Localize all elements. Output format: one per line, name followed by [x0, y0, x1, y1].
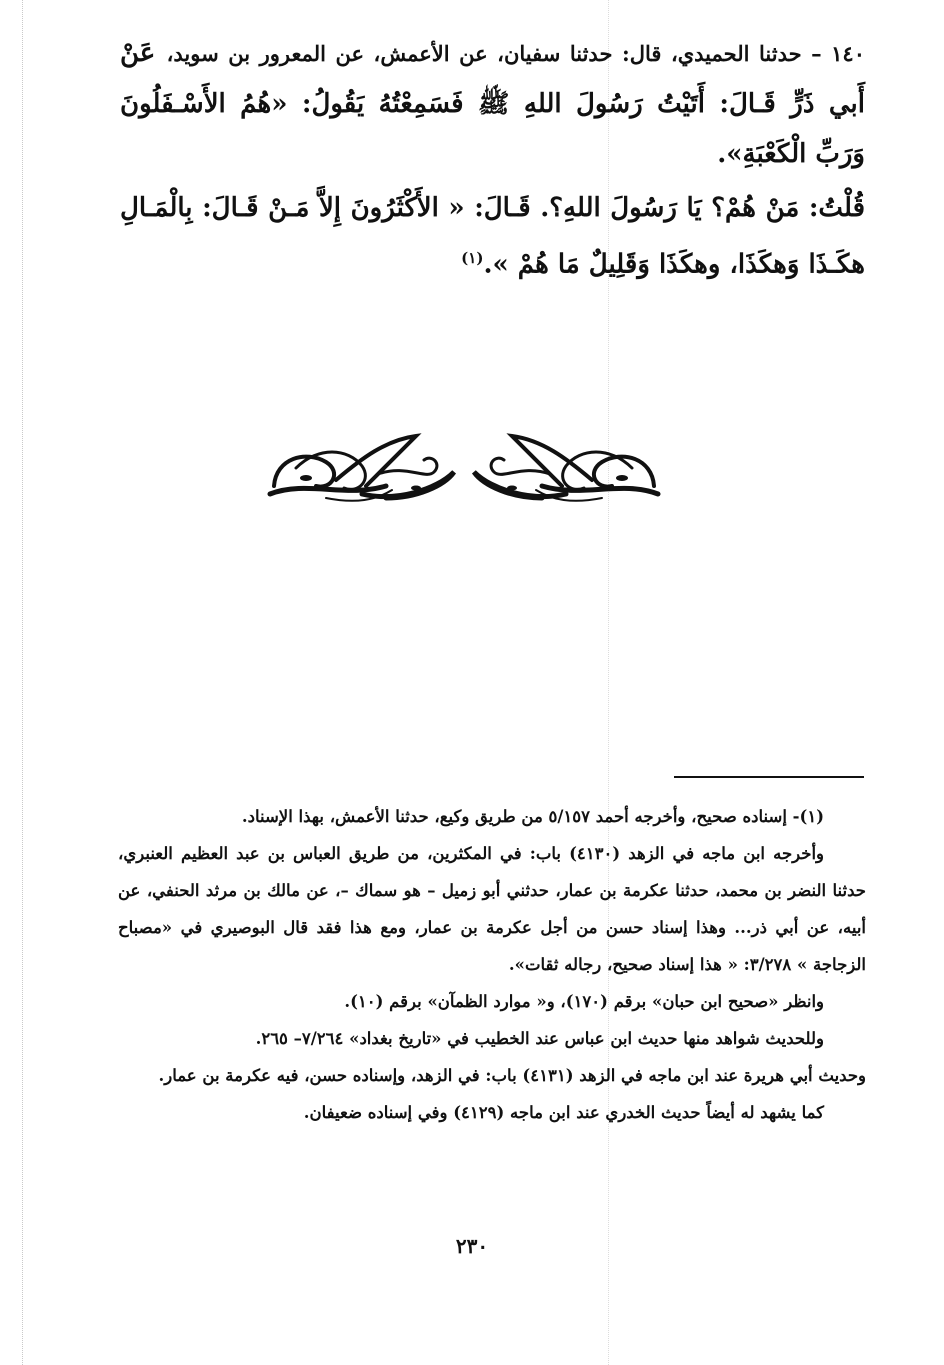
footnote-paragraph: وللحديث شواهد منها حديث ابن عباس عند الخطيب في «تاريخ بغداد» ٧/٢٦٤– ٢٦٥. — [255, 1029, 824, 1048]
hadith-matn-1: عَنْ أَبي ذَرٍّ قَـالَ: أَتَيْتُ رَسُولَ اللهِ ﷺ فَسَمِعْتُهُ يَقُولُ: «هُمُ الأَسْـفَلُونَ وَرَبِّ الْكَعْبَةِ». — [120, 38, 865, 169]
footnotes-section — [118, 798, 866, 1131]
footnote-separator — [674, 776, 864, 778]
hadith-matn-2: قُلْتُ: مَنْ هُمْ؟ يَا رَسُولَ اللهِ؟. قَـالَ: « الأَكْثَرُونَ إِلاَّ مَـنْ قَـالَ: بِالْمَـالِ هكَـذَا وَهكَذَا، وهكَذَا وَقَلِيلٌ مَا هُمْ ». — [120, 193, 865, 280]
hadith-block — [120, 28, 865, 290]
hadith-paragraph-1 — [120, 28, 865, 179]
hadith-paragraph-2 — [120, 183, 865, 290]
flourish-divider-icon — [266, 428, 662, 506]
page-number: ٢٣٠ — [455, 1234, 489, 1258]
footnote-reference[interactable]: (١) — [461, 249, 484, 267]
footnote-paragraph: وحديث أبي هريرة عند ابن ماجه في الزهد (٤١٣١) باب: في الزهد، وإسناده حسن، فيه عكرمة بن عمار. — [158, 1066, 866, 1085]
footnote-paragraph: وأخرجه ابن ماجه في الزهد (٤١٣٠) باب: في المكثرين، من طريق العباس بن عبد العظيم العنبري، حدثنا النضر بن محمد، حدثنا عكرمة بن عمار، حدثني أبو زميل – هو سماك –، عن مالك بن مرثد الحنفي، عن أبيه، عن أبي ذر... وهذا إسناد حسن من أجل عكرمة بن عمار، ومع هذا فقد قال البوصيري في «مصباح الزجاجة » ٣/٢٧٨: « هذا إسناد صحيح، رجاله ثقات». — [118, 844, 866, 974]
scan-artifact-line — [22, 0, 23, 1365]
footnote-1: (١)- إسناده صحيح، وأخرجه أحمد ٥/١٥٧ من طريق وكيع، حدثنا الأعمش، بهذا الإسناد. — [241, 807, 824, 826]
hadith-isnad: ١٤٠ – حدثنا الحميدي، قال: حدثنا سفيان، عن الأعمش، عن المعرور بن سويد، — [166, 41, 865, 66]
footnote-paragraph: كما يشهد له أيضاً حديث الخدري عند ابن ماجه (٤١٢٩) وفي إسناده ضعيفان. — [303, 1103, 824, 1122]
footnote-paragraph: وانظر «صحيح ابن حبان» برقم (١٧٠)، و« موارد الظمآن» برقم (١٠). — [344, 992, 824, 1011]
